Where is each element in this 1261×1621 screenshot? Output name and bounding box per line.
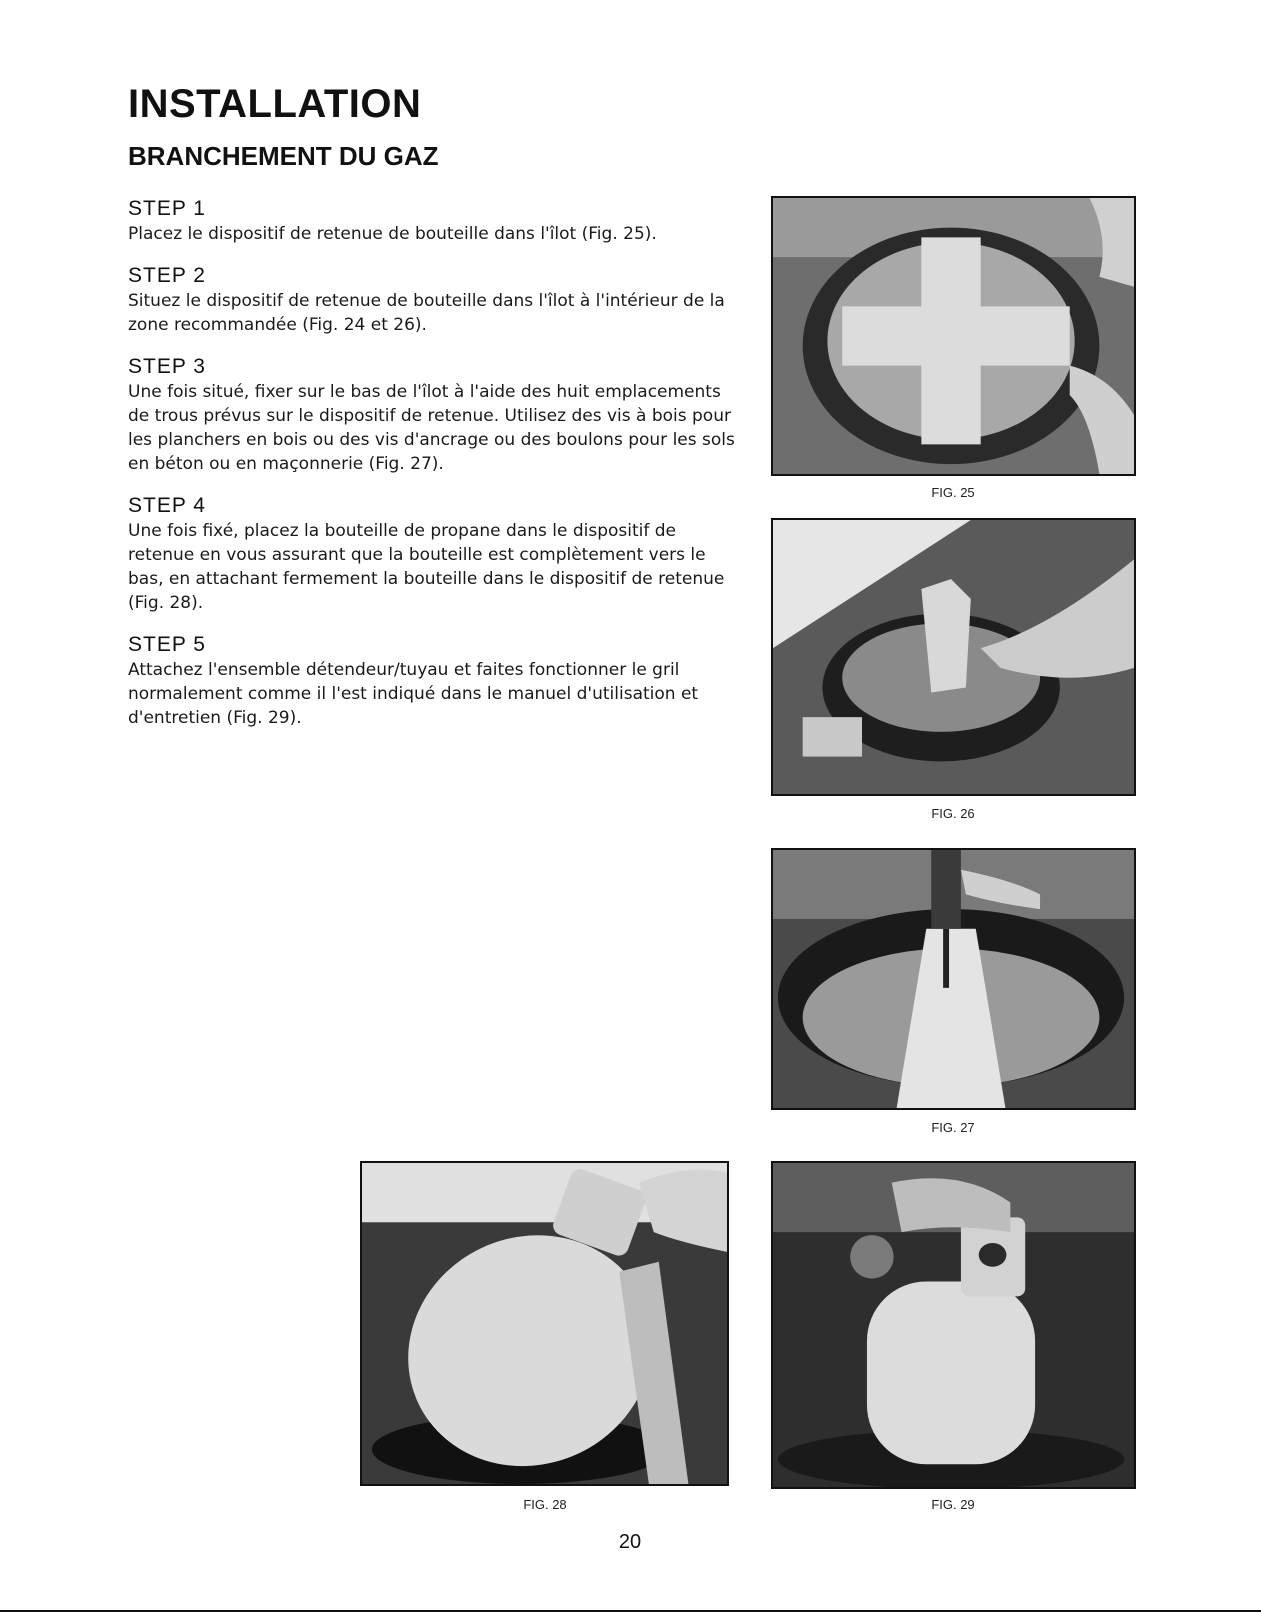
section-subtitle: BRANCHEMENT DU GAZ xyxy=(128,141,439,171)
step-text: Une fois fixé, placez la bouteille de propane dans le dispositif de retenue en vous assurant que la bouteille est complètement vers le bas, en attachant fermement la bouteille dans le dispositif de retenue (Fig. 28). xyxy=(128,521,725,613)
step-text: Attachez l'ensemble détendeur/tuyau et faites fonctionner le gril normalement comme il l'est indiqué dans le manuel d'utilisation et d'entretien (Fig. 29). xyxy=(128,660,699,728)
bottom-rule xyxy=(0,1610,1261,1612)
step-heading: STEP 1 xyxy=(128,197,206,220)
step-1 xyxy=(128,196,740,246)
step-text: Placez le dispositif de retenue de bouteille dans l'îlot (Fig. 25). xyxy=(128,224,657,244)
step-4 xyxy=(128,493,740,615)
figure-25-photo xyxy=(771,196,1136,476)
figure-28-photo xyxy=(360,1161,729,1486)
page-title: INSTALLATION xyxy=(128,82,422,126)
steps-list xyxy=(128,196,740,747)
figure-27-photo xyxy=(771,848,1136,1110)
step-text: Situez le dispositif de retenue de bouteille dans l'îlot à l'intérieur de la zone recommandée (Fig. 24 et 26). xyxy=(128,291,725,335)
figure-29-caption: FIG. 29 xyxy=(931,1497,975,1512)
step-2 xyxy=(128,263,740,337)
step-heading: STEP 5 xyxy=(128,633,206,656)
page-number: 20 xyxy=(618,1531,642,1553)
step-heading: STEP 2 xyxy=(128,264,206,287)
step-heading: STEP 4 xyxy=(128,494,206,517)
figure-28-caption: FIG. 28 xyxy=(523,1497,567,1512)
step-text: Une fois situé, fixer sur le bas de l'îlot à l'aide des huit emplacements de trous prévus sur le dispositif de retenue. Utilisez des vis à bois pour les planchers en bois ou des vis d'ancrage ou des boulons pour les sols en béton ou en maçonnerie (Fig. 27). xyxy=(128,382,735,474)
figure-27-caption: FIG. 27 xyxy=(931,1120,975,1135)
figure-29-photo xyxy=(771,1161,1136,1489)
step-5 xyxy=(128,632,740,730)
figure-26-caption: FIG. 26 xyxy=(931,806,975,821)
figure-26-photo xyxy=(771,518,1136,796)
figure-25-caption: FIG. 25 xyxy=(931,485,975,500)
step-heading: STEP 3 xyxy=(128,355,206,378)
step-3 xyxy=(128,354,740,476)
